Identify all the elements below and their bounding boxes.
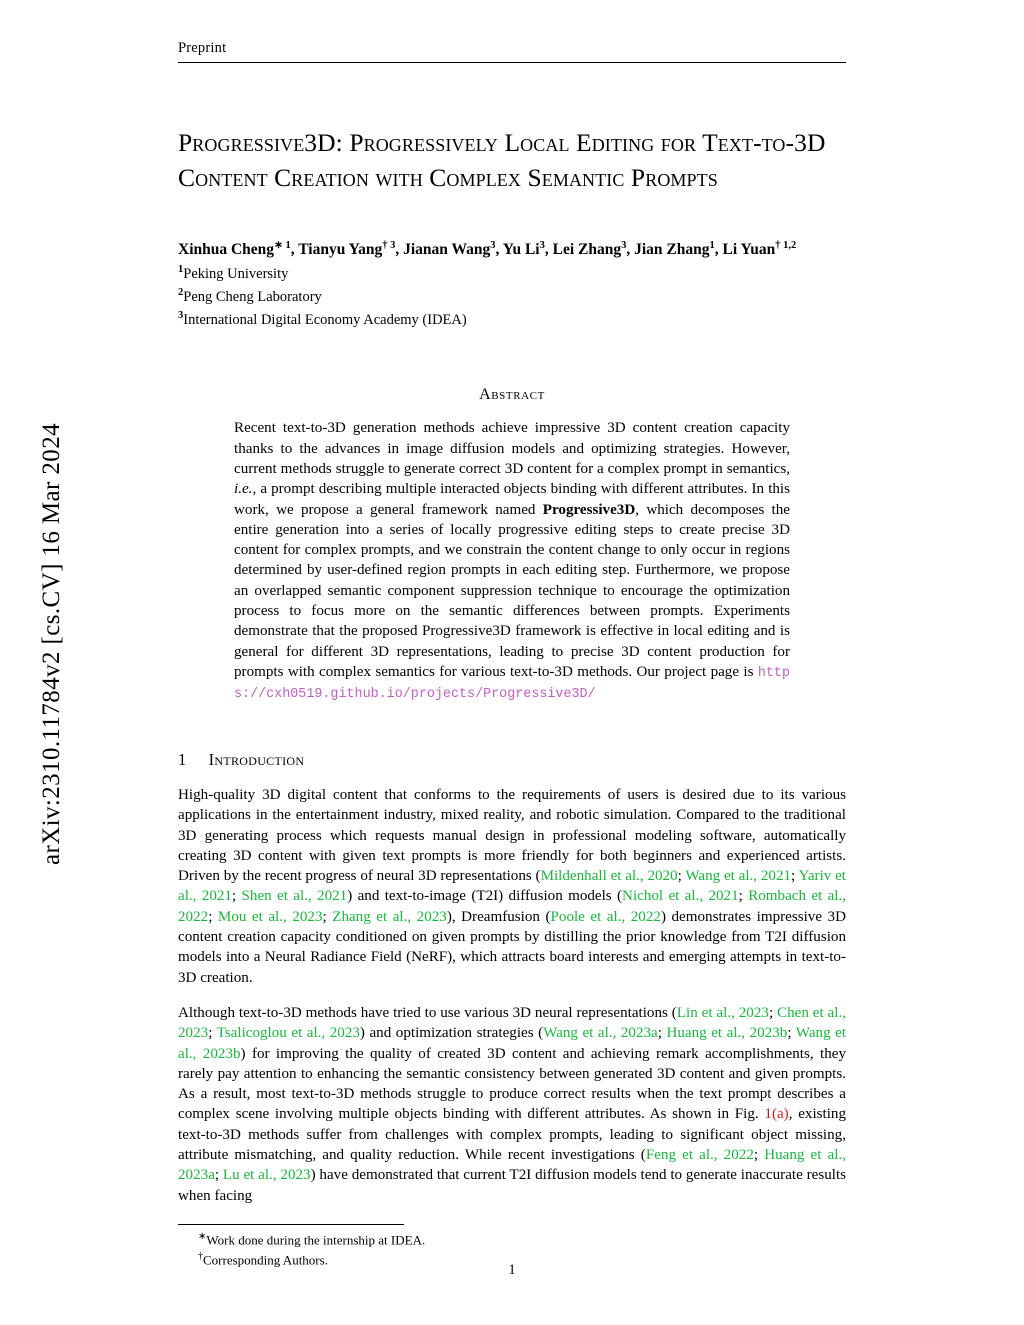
paragraph-1: High-quality 3D digital content that conforms to the requirements of users is desired due to its various applications in the entertainment industry, mixed reality, and robotic simulation. Compared to the traditional 3D generating process which requests manual design in professional modeling software, automatically creating 3D content with given text prompts is more friendly for both beginners and experienced artists. Driven by the recent progress of neural 3D representations (Mildenhall et al., 2020; Wang et al., 2021; Yariv et al., 2021; Shen et al., 2021) and text-to-image (T2I) diffusion models (Nichol et al., 2021; Rombach et al., 2022; Mou et al., 2023; Zhang et al., 2023), Dreamfusion (Poole et al., 2022) demonstrates impressive 3D content creation capacity conditioned on given prompts by distilling the prior knowledge from T2I diffusion models into a Neural Radiance Field (NeRF), which attracts board interests and emerging attempts in text-to-3D creation. <box>178 786 847 986</box>
abstract-heading <box>178 386 846 404</box>
section-title: Introduction <box>208 749 305 769</box>
footnote-rule <box>178 1224 404 1225</box>
section-number: 1 <box>178 749 187 769</box>
affiliation-1: $^1$Peking University <box>178 264 289 283</box>
arxiv-stamp: arXiv:2310.11784v2 [cs.CV] 16 Mar 2024 <box>38 423 65 865</box>
title-text: Progressive3D: Progressively Local Editing for Text-to-3D Content Creation with Complex Semantic Prompts <box>178 128 826 193</box>
page-number: 1 <box>508 1262 516 1278</box>
abstract-heading-text: Abstract <box>479 386 545 404</box>
paper-page <box>178 40 846 1269</box>
footnote-2: †Corresponding Authors. <box>198 1250 328 1268</box>
abstract-body: Recent text-to-3D generation methods achieve impressive 3D content creation capacity thanks to the advances in image diffusion models and optimizing strategies. However, current methods struggle to generate correct 3D content for a complex prompt in semantics, i.e., a prompt describing multiple interacted objects binding with different attributes. In this work, we propose a general framework named Progressive3D, which decomposes the entire generation into a series of locally progressive editing steps to create precise 3D content for complex prompts, and we constrain the content change to only occur in regions determined by user-defined region prompts in each editing step. Furthermore, we propose an overlapped semantic component suppression technique to encourage the optimization process to focus more on the semantic differences between prompts. Experiments demonstrate that the proposed Progressive3D framework is effective in local editing and is general for different 3D representations, leading to precise 3D content production for prompts with complex semantics for various text-to-3D methods. Our project page is https://cxh0519.github.io/projects/Progressive3D/ <box>234 420 790 702</box>
affiliation-2: $^2$Peng Cheng Laboratory <box>178 287 322 306</box>
section-heading <box>178 750 846 770</box>
figure-reference[interactable]: 1(a) <box>764 1106 789 1123</box>
running-head: Preprint <box>178 40 846 63</box>
author-list: Xinhua Cheng$^{∗ 1}$, Tianyu Yang$^{\dagger 3}$, Jianan Wang$^3$, Yu Li$^3$, Lei Zhang$^3$, Jian Zhang$^1$, Li Yuan$^{\dagger 1,2}$ $^1$Peking University $^2$Peng Cheng Laboratory $^3$International Digital Economy Academy (IDEA) <box>178 239 846 330</box>
page-title <box>178 125 846 195</box>
paragraph-2: Although text-to-3D methods have tried to use various 3D neural representations (Lin et al., 2023; Chen et al., 2023; Tsalicoglou et al., 2023) and optimization strategies (Wang et al., 2023a; Huang et al., 2023b; Wang et al., 2023b) for improving the quality of created 3D content and achieving remark accomplishments, they rarely pay attention to enhancing the semantic consistency between generated 3D content and given prompts. As a result, most text-to-3D methods struggle to produce correct results when the text prompt describes a complex scene involving multiple objects binding with different attributes. As shown in Fig. 1(a), existing text-to-3D methods suffer from challenges with complex prompts, leading to significant object missing, attribute mismatching, and quality reduction. While recent investigations (Feng et al., 2022; Huang et al., 2023a; Lu et al., 2023) have demonstrated that current T2I diffusion models tend to generate inaccurate results when facing <box>178 1004 847 1204</box>
footnote-1: ∗Work done during the internship at IDEA. <box>198 1230 426 1248</box>
affiliation-3: $^3$International Digital Economy Academy (IDEA) <box>178 310 467 329</box>
project-page-link[interactable]: https://cxh0519.github.io/projects/Progressive3D/ <box>234 665 790 702</box>
